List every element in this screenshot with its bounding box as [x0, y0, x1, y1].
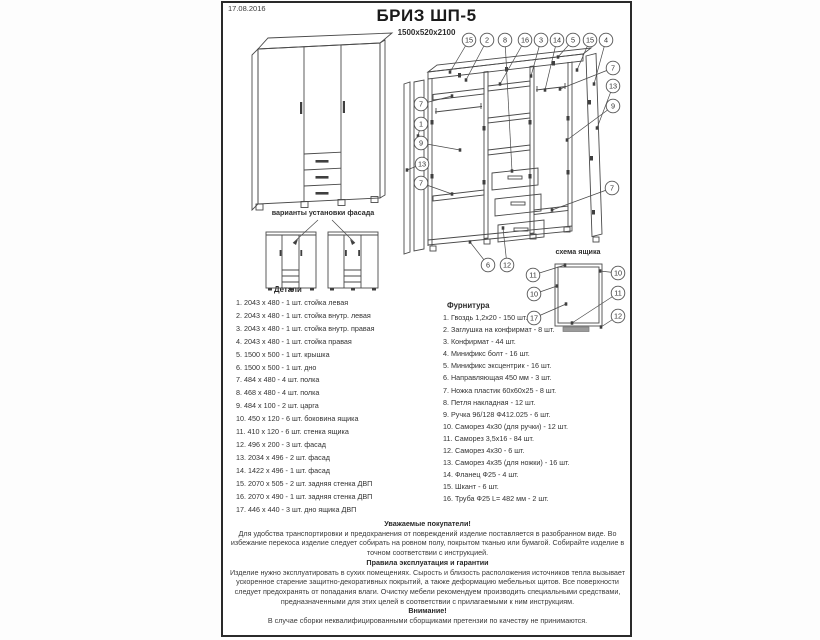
hardware-heading: Фурнитура: [447, 301, 490, 310]
list-item: 3. 2043 x 480 - 1 шт. стойка внутр. правая: [236, 323, 375, 333]
list-item: 14. Фланец Ф25 - 4 шт.: [443, 470, 519, 480]
note-heading: Правила эксплуатация и гарантии: [366, 557, 489, 567]
drawer-handle: [316, 160, 329, 163]
list-item: 6. 1500 x 500 - 1 шт. дно: [236, 362, 317, 372]
callout-number: 11: [529, 270, 537, 280]
callout-number: 12: [613, 311, 623, 321]
front-view-drawing: [246, 32, 396, 214]
drawer-scheme-drawing: [525, 257, 629, 341]
callout-number: 7: [418, 178, 424, 188]
callout-number: 7: [610, 63, 616, 73]
list-item: 3. Конфирмат - 44 шт.: [443, 337, 516, 347]
list-item: 10. 450 x 120 - 6 шт. боковина ящика: [236, 414, 359, 424]
document-date: 17.08.2016: [228, 4, 266, 13]
list-item: 1. Гвоздь 1,2x20 - 150 шт.: [443, 313, 528, 322]
list-item: 14. 1422 x 496 - 1 шт. фасад: [236, 465, 330, 475]
list-item: 12. 496 x 200 - 3 шт. фасад: [236, 439, 326, 449]
drawer-facade-bar: [563, 327, 589, 332]
callout-number: 7: [609, 183, 615, 193]
callout-number: 9: [610, 101, 616, 111]
callout-number: 14: [552, 35, 562, 45]
list-item: 17. 446 x 440 - 3 шт. дно ящика ДВП: [236, 504, 357, 514]
list-item: 4. Минификс болт - 16 шт.: [443, 349, 530, 359]
callout-number: 15: [464, 35, 474, 45]
list-item: 13. 2034 x 496 - 2 шт. фасад: [236, 452, 330, 462]
details-heading: Детали: [274, 285, 302, 294]
list-item: 12. Саморез 4x30 - 6 шт.: [443, 446, 525, 456]
callout-number: 13: [608, 81, 618, 91]
callout-number: 11: [614, 288, 622, 298]
hardware-list: [443, 312, 583, 506]
note-heading: Уважаемые покупатели!: [384, 519, 471, 528]
note-text: Изделие нужно эксплуатировать в сухих помещениях. Сырость и близость расположения источников тепла вызывает ускоренное старение защитно-декоративных покрытий, а также деформацию мебельных щитов. Все поверхности следует предохранять от попадания влаги. Очистку мебели рекомендуем производить специальными средствами, предназначенными для этих целей в соответствии с прилагаемыми к ним инструкциям.: [229, 567, 625, 606]
list-item: 2. 2043 x 480 - 1 шт. стойка внутр. левая: [236, 310, 371, 320]
callout-number: 17: [529, 313, 539, 323]
drawer-scheme-label: схема ящика: [555, 247, 601, 256]
list-item: 5. Минификс эксцентрик - 16 шт.: [443, 361, 552, 371]
list-item: 11. 410 x 120 - 6 шт. стенка ящика: [236, 427, 349, 437]
page-title: БРИЗ ШП-5: [376, 6, 477, 25]
list-item: 15. Шкант - 6 шт.: [443, 482, 499, 492]
note-text: Для удобства транспортировки и предохранения от повреждений изделие поставляется в разобранном виде. Во избежание перекоса изделие следует собирать на ровном полу, покрытом тканью или бумагой. Собирайте изделие в точном соответствии с инструкцией.: [230, 528, 625, 558]
product-dimensions: 1500x520x2100: [397, 28, 456, 37]
list-item: 16. 2070 x 490 - 1 шт. задняя стенка ДВП: [236, 491, 373, 501]
list-item: 7. 484 x 480 - 4 шт. полка: [236, 375, 320, 385]
callout-group: [526, 263, 625, 328]
list-item: 8. 468 x 480 - 4 шт. полка: [236, 388, 320, 398]
callout-number: 3: [538, 35, 544, 45]
callout-number: 12: [502, 260, 512, 270]
instruction-sheet-page: [221, 1, 632, 637]
callout-number: 1: [418, 119, 424, 129]
callout-number: 16: [520, 35, 530, 45]
callout-number: 4: [603, 35, 609, 45]
list-item: 4. 2043 x 480 - 1 шт. стойка правая: [236, 336, 352, 346]
list-item: 16. Труба Ф25 L= 482 мм - 2 шт.: [443, 494, 549, 504]
list-item: 10. Саморез 4x30 (для ручки) - 12 шт.: [443, 421, 569, 431]
list-item: 15. 2070 x 505 - 2 шт. задняя стенка ДВП: [236, 478, 373, 488]
callout-number: 5: [570, 35, 576, 45]
callout-number: 9: [418, 138, 424, 148]
list-item: 5. 1500 x 500 - 1 шт. крышка: [236, 349, 330, 359]
list-item: 6. Направляющая 450 мм - 3 шт.: [443, 373, 552, 383]
list-item: 2. Заглушка на конфирмат - 8 шт.: [443, 325, 555, 335]
list-item: 11. Саморез 3,5x16 - 84 шт.: [443, 433, 535, 443]
facade-variant-1: [266, 232, 316, 291]
list-item: 8. Петля накладная - 12 шт.: [443, 397, 536, 407]
list-item: 9. 484 x 100 - 2 шт. царга: [236, 401, 319, 411]
list-item: 7. Ножка пластик 60x60x25 - 8 шт.: [443, 385, 557, 395]
callout-number: 8: [502, 35, 508, 45]
callout-number: 6: [485, 260, 491, 270]
callout-number: 10: [529, 289, 539, 299]
notes-section: [227, 519, 628, 626]
callout-number: 13: [417, 159, 427, 169]
callout-number: 2: [484, 35, 490, 45]
drawer-handle: [316, 192, 329, 195]
door-handle: [343, 101, 345, 113]
callout-number: 10: [613, 268, 623, 278]
list-item: 13. Саморез 4x35 (для ножки) - 16 шт.: [443, 458, 570, 468]
door-handle: [300, 102, 302, 114]
list-item: 9. Ручка 96/128 Ф412.025 - 6 шт.: [443, 409, 551, 419]
note-heading: Внимание!: [408, 606, 447, 616]
list-item: 1. 2043 x 480 - 1 шт. стойка левая: [236, 298, 349, 307]
drawer-handle: [316, 176, 329, 179]
callout-number: 7: [418, 99, 424, 109]
note-text: В случае сборки неквалифицированными сборщиками претензии по качеству не принимаются.: [267, 616, 588, 626]
facade-variants-label: варианты установки фасада: [271, 208, 375, 217]
details-list: [236, 297, 431, 516]
callout-number: 15: [585, 35, 595, 45]
